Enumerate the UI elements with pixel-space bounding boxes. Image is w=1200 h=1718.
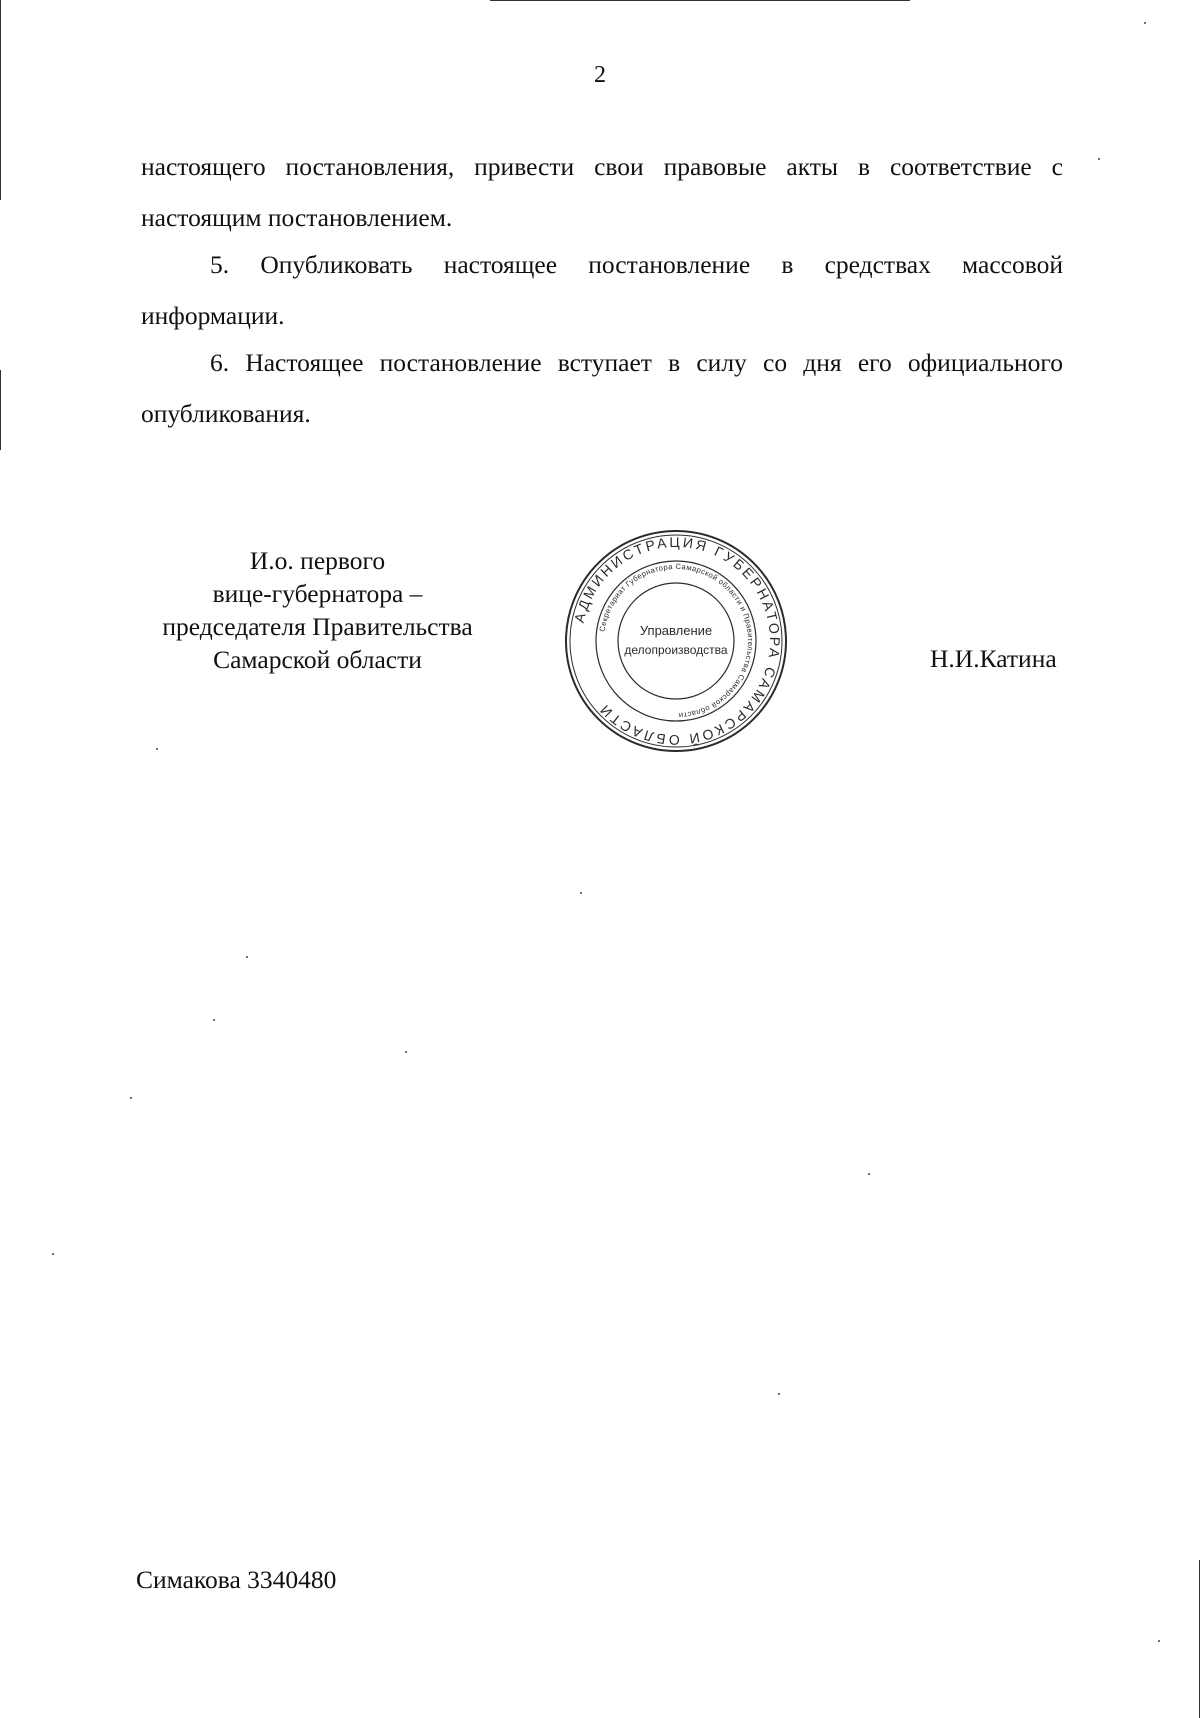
scan-speck (1144, 22, 1146, 24)
stamp-center-line: делопроизводства (624, 643, 728, 657)
scan-speck (156, 748, 158, 750)
scan-speck (130, 1097, 132, 1099)
signatory-name: Н.И.Катина (930, 644, 1057, 673)
page-number: 2 (594, 62, 606, 88)
scan-speck (580, 892, 582, 894)
scan-speck (246, 956, 248, 958)
signatory-title-line: И.о. первого (249, 546, 386, 575)
paragraph-item-6: 6. Настоящее постановление вступает в силу со дня его официального опубликования. (141, 348, 1063, 428)
scan-speck (405, 1051, 407, 1053)
signatory-title-line: Самарской области (213, 645, 422, 674)
signatory-title-line: председателя Правительства (162, 612, 473, 641)
scan-speck (868, 1173, 870, 1175)
scan-edge-top (490, 0, 910, 1)
signatory-title (140, 544, 495, 676)
scan-speck (52, 1253, 54, 1255)
stamp-inner-ring-text: Секретариат Губернатора Самарской области и Правительства Самарской области (597, 561, 756, 720)
paragraph-continuation: настоящего постановления, привести свои правовые акты в соответствие с настоящим постановлением. (141, 152, 1063, 232)
executor-contact: Симакова 3340480 (136, 1565, 337, 1594)
stamp-center-line: Управление (639, 623, 713, 638)
scan-speck (778, 1393, 780, 1395)
scan-edge-left-lower (0, 370, 1, 450)
paragraph-item-5: 5. Опубликовать настоящее постановление в средствах массовой информации. (141, 250, 1063, 330)
scan-edge-left (0, 0, 1, 200)
signatory-title-line: вице-губернатора – (212, 579, 423, 608)
scan-speck (1098, 158, 1100, 160)
scan-speck (1158, 1640, 1160, 1642)
scan-speck (213, 1019, 215, 1021)
stamp-outer-ring-text: АДМИНИСТРАЦИЯ ГУБЕРНАТОРА САМАРСКОЙ ОБЛАСТИ (570, 533, 784, 749)
official-stamp (560, 525, 792, 757)
